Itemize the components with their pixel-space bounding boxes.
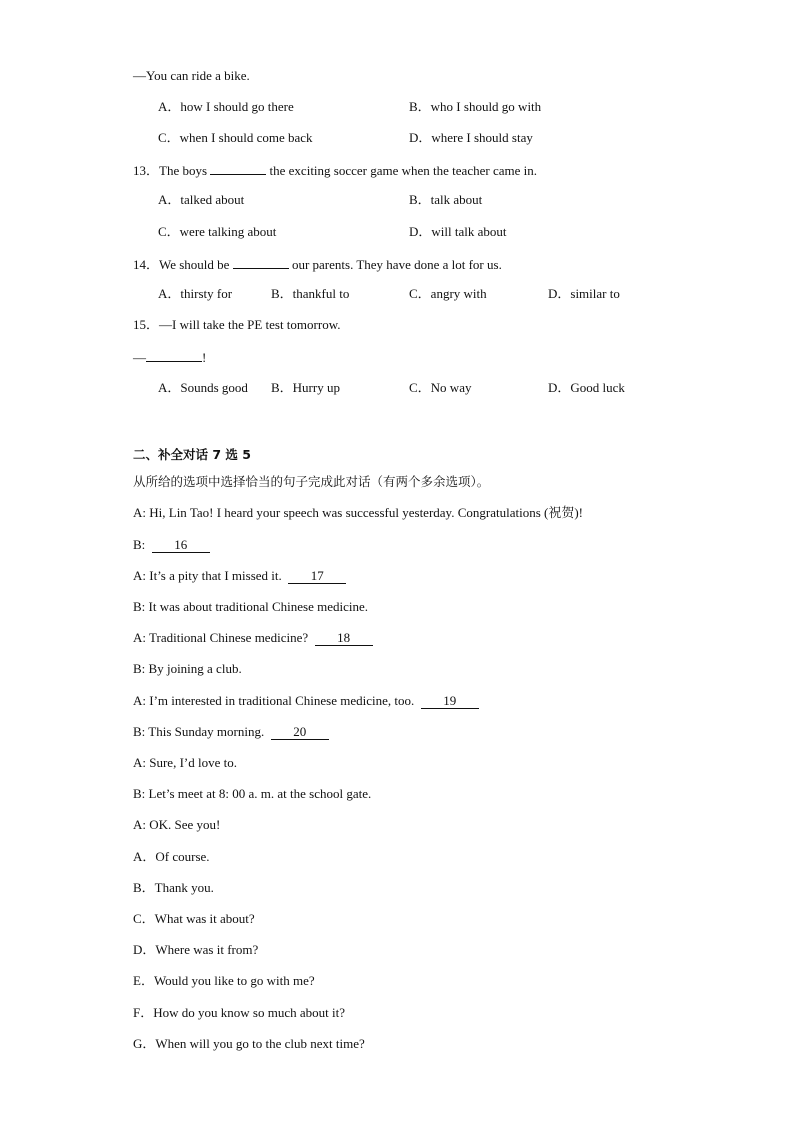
q15-stem: 15．—I will take the PE test tomorrow.	[133, 317, 341, 332]
q15-option-b: B．Hurry up	[271, 380, 340, 395]
q15-option-c: C．No way	[409, 380, 472, 395]
q14-option-a: A．thirsty for	[158, 286, 233, 301]
q13-blank	[210, 161, 266, 175]
q13-option-d: D．will talk about	[409, 224, 507, 239]
section2-title: 二、补全对话 7 选 5	[133, 447, 251, 462]
dialogue-blank-18: 18	[315, 631, 373, 646]
q14-option-d: D．similar to	[548, 286, 620, 301]
choice-g: G．When will you go to the club next time?	[133, 1036, 365, 1051]
dialogue-line-3-text: A: It’s a pity that I missed it.	[133, 568, 282, 583]
q12-option-d: D．where I should stay	[409, 130, 533, 145]
choice-f: F．How do you know so much about it?	[133, 1005, 345, 1020]
dialogue-line-4: B: It was about traditional Chinese medicine.	[133, 599, 369, 614]
q14-stem-after: our parents. They have done a lot for us.	[291, 257, 502, 272]
q13-stem	[133, 161, 537, 177]
dialogue-line-8-text: B: This Sunday morning.	[133, 724, 265, 739]
dialogue-line-10: B: Let’s meet at 8: 00 a. m. at the school gate.	[133, 786, 372, 801]
dialogue-line-2	[133, 537, 210, 553]
choice-c: C．What was it about?	[133, 911, 255, 926]
dialogue-line-1: A: Hi, Lin Tao! I heard your speech was successful yesterday. Congratulations (祝贺)!	[133, 505, 583, 520]
dialogue-line-9: A: Sure, I’d love to.	[133, 755, 237, 770]
dialogue-line-3	[133, 568, 346, 584]
choice-e: E．Would you like to go with me?	[133, 973, 315, 988]
dialogue-blank-16: 16	[152, 538, 210, 553]
q13-option-a: A．talked about	[158, 192, 245, 207]
q14-blank	[233, 255, 289, 269]
dialogue-line-11: A: OK. See you!	[133, 817, 221, 832]
dialogue-blank-17: 17	[288, 569, 346, 584]
q15-option-a: A．Sounds good	[158, 380, 248, 395]
q13-stem-before: 13．The boys	[133, 163, 208, 178]
q15-reply-suffix: !	[202, 350, 207, 365]
dialogue-line-5-text: A: Traditional Chinese medicine?	[133, 630, 309, 645]
dialogue-blank-20: 20	[271, 725, 329, 740]
q15-reply-prefix: —	[133, 350, 146, 365]
dialogue-line-7	[133, 693, 479, 709]
q12-option-b: B．who I should go with	[409, 99, 542, 114]
q14-option-b: B．thankful to	[271, 286, 350, 301]
dialogue-line-2-text: B:	[133, 537, 146, 552]
q12-option-a: A．how I should go there	[158, 99, 294, 114]
q15-option-d: D．Good luck	[548, 380, 625, 395]
q14-stem	[133, 255, 502, 271]
dialogue-line-6: B: By joining a club.	[133, 661, 242, 676]
q13-option-c: C．were talking about	[158, 224, 277, 239]
q14-option-c: C．angry with	[409, 286, 487, 301]
choice-a: A．Of course.	[133, 849, 210, 864]
q13-stem-after: the exciting soccer game when the teacher came in.	[269, 163, 537, 178]
q13-option-b: B．talk about	[409, 192, 483, 207]
q15-blank	[146, 348, 202, 362]
section2-instruction: 从所给的选项中选择恰当的句子完成此对话（有两个多余选项）。	[133, 474, 490, 489]
dialogue-line-5	[133, 630, 373, 646]
q15-reply	[133, 348, 206, 364]
choice-d: D．Where was it from?	[133, 942, 259, 957]
q12-option-c: C．when I should come back	[158, 130, 313, 145]
choice-b: B．Thank you.	[133, 880, 214, 895]
q12-answer-line: —You can ride a bike.	[133, 68, 250, 83]
dialogue-line-8	[133, 724, 329, 740]
dialogue-line-7-text: A: I’m interested in traditional Chinese medicine, too.	[133, 693, 415, 708]
dialogue-blank-19: 19	[421, 694, 479, 709]
q14-stem-before: 14．We should be	[133, 257, 230, 272]
